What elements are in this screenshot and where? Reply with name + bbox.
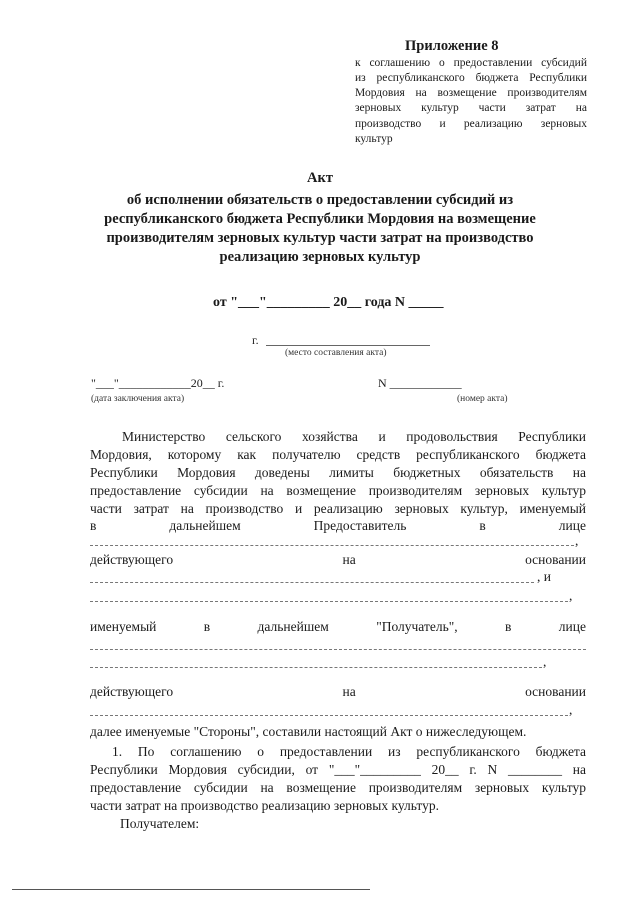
item1-line: Республики Мордовия субсидии, от "___"_________ 20__ г. N ________ на xyxy=(90,762,586,777)
recipient-row xyxy=(90,619,586,635)
acting-row-2 xyxy=(90,684,586,700)
word: в xyxy=(505,619,512,634)
appendix-title: Приложение 8 xyxy=(405,38,499,54)
word: основании xyxy=(525,552,586,567)
blank-line xyxy=(90,582,534,583)
act-subtitle-line: производителям зерновых культур части затрат на производство xyxy=(106,230,534,246)
blank-line xyxy=(90,601,568,602)
word: лице xyxy=(558,518,586,533)
word: именуемый xyxy=(90,619,157,634)
word: Предоставитель xyxy=(313,518,407,533)
word: на xyxy=(342,684,356,699)
blank-line xyxy=(90,715,568,716)
body-line: предоставление субсидии на возмещение производителям зерновых культур xyxy=(90,483,586,498)
body-line: Республики Мордовия доведены лимиты бюджетных обязательств на xyxy=(90,465,586,480)
conclusion-date-caption: (дата заключения акта) xyxy=(91,394,185,404)
word: дальнейшем xyxy=(257,619,329,634)
recipient-label: Получателем: xyxy=(120,816,200,831)
comma: , xyxy=(543,654,547,669)
word: "Получатель", xyxy=(376,619,458,634)
blank-line xyxy=(90,649,586,650)
item1-line: части затрат на производство реализацию зерновых культур. xyxy=(90,798,439,813)
comma: , xyxy=(575,533,579,548)
act-date-number: от "___"_________ 20__ года N _____ xyxy=(213,295,444,310)
appendix-line: к соглашению о предоставлении субсидий xyxy=(355,57,587,69)
item1-line: предоставление субсидии на возмещение производителям зерновых культур xyxy=(90,780,586,795)
conclusion-date: "___"____________20__ г. xyxy=(91,376,225,390)
acting-row xyxy=(90,552,586,568)
act-subtitle-line: республиканского бюджета Республики Мордовия на возмещение xyxy=(104,211,536,227)
appendix-line: Мордовия на возмещение производителям xyxy=(355,87,587,99)
word: в xyxy=(203,619,211,634)
comma-and: , и xyxy=(537,569,551,584)
word: основании xyxy=(525,684,586,699)
body-line: Министерство сельского хозяйства и продовольствия Республики xyxy=(122,429,586,444)
word: лице xyxy=(558,619,586,634)
place-caption: (место составления акта) xyxy=(285,348,387,358)
conclusion-number-caption: (номер акта) xyxy=(457,394,508,404)
body-line: части затрат на производство и реализацию зерновых культур, именуемый xyxy=(90,501,586,516)
act-subtitle-line: реализацию зерновых культур xyxy=(219,249,421,265)
appendix-line: производство и реализацию зерновых xyxy=(355,118,587,130)
item1-line: 1. По соглашению о предоставлении из республиканского бюджета xyxy=(112,744,586,759)
blank-line xyxy=(90,667,542,668)
word: на xyxy=(342,552,356,567)
appendix-line: зерновых культур части затрат на xyxy=(355,102,587,114)
word: действующего xyxy=(90,684,174,699)
appendix-line: культур xyxy=(355,133,393,145)
word: дальнейшем xyxy=(169,518,241,533)
body-line: Мордовия, которому как получателю средств республиканского бюджета xyxy=(90,447,586,462)
act-subtitle-line: об исполнении обязательств о предоставлении субсидий из xyxy=(126,192,514,208)
place-underline xyxy=(266,345,430,346)
comma: , xyxy=(569,588,573,603)
provider-row xyxy=(90,518,586,534)
comma: , xyxy=(569,702,573,717)
word: в xyxy=(479,518,486,533)
appendix-line: из республиканского бюджета Республики xyxy=(355,72,587,84)
conclusion-number: N ____________ xyxy=(378,376,462,390)
footnote-divider xyxy=(12,889,370,890)
word: в xyxy=(90,518,97,533)
parties-line: далее именуемые "Стороны", составили настоящий Акт о нижеследующем. xyxy=(90,724,527,739)
place-prefix: г. xyxy=(252,333,259,347)
blank-line xyxy=(90,545,574,546)
act-heading: Акт xyxy=(307,170,333,186)
word: действующего xyxy=(90,552,174,567)
